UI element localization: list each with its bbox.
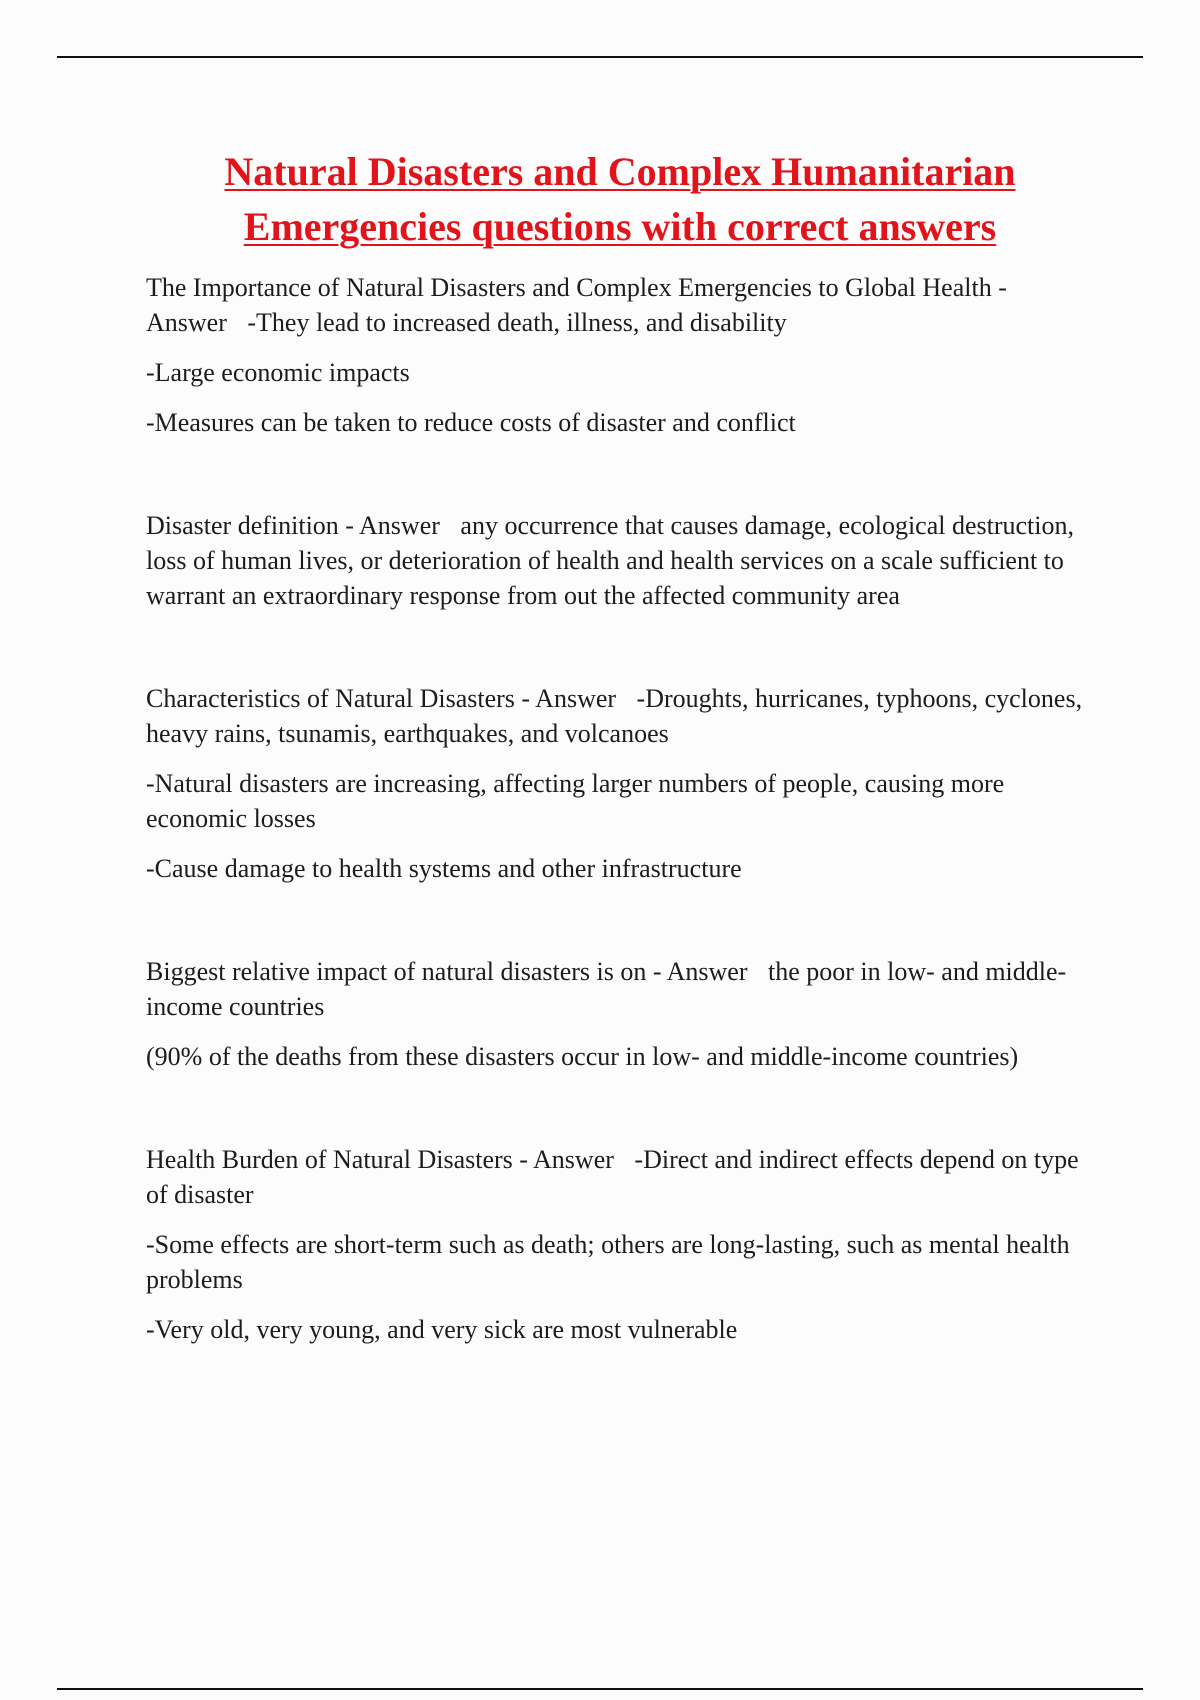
answer-label: Answer xyxy=(146,308,227,337)
qa-question-paragraph xyxy=(146,508,1094,613)
answer-extra: -Large economic impacts xyxy=(146,358,410,387)
answer-label: Answer xyxy=(535,684,617,713)
answer-text: -Droughts, hurricanes, typhoons, cyclones, heavy rains, tsunamis, earthquakes, and volcanoes xyxy=(146,684,1083,748)
qa-question-paragraph xyxy=(146,954,1094,1024)
answer-label: Answer xyxy=(666,957,748,986)
qa-question-paragraph xyxy=(146,681,1094,751)
question-text: Health Burden of Natural Disasters - xyxy=(146,1145,528,1174)
answer-text: -Direct and indirect effects depend on type of disaster xyxy=(146,1145,1079,1209)
top-rule xyxy=(57,56,1143,58)
qa-item xyxy=(146,954,1094,1074)
page-title xyxy=(60,144,1180,254)
qa-list xyxy=(146,270,1094,1415)
qa-question-paragraph xyxy=(146,270,1094,340)
answer-text: -They lead to increased death, illness, and disability xyxy=(247,308,787,337)
answer-extra: -Very old, very young, and very sick are most vulnerable xyxy=(146,1315,738,1344)
title-line-1: Natural Disasters and Complex Humanitarian xyxy=(224,149,1016,194)
qa-item xyxy=(146,681,1094,886)
qa-item xyxy=(146,508,1094,613)
title-line-2: Emergencies questions with correct answers xyxy=(243,204,997,249)
qa-question-paragraph xyxy=(146,1142,1094,1212)
answer-extra: -Cause damage to health systems and other infrastructure xyxy=(146,854,742,883)
question-text: Disaster definition - xyxy=(146,511,354,540)
qa-item xyxy=(146,1142,1094,1347)
answer-extra: -Natural disasters are increasing, affecting larger numbers of people, causing more economic losses xyxy=(146,769,1005,833)
bottom-rule xyxy=(57,1688,1143,1690)
answer-extra: -Some effects are short-term such as death; others are long-lasting, such as mental health problems xyxy=(146,1230,1070,1294)
answer-text: any occurrence that causes damage, ecological destruction, loss of human lives, or deterioration of health and health services on a scale sufficient to warrant an extraordinary response from out the affected community area xyxy=(146,511,1075,610)
answer-label: Answer xyxy=(533,1145,614,1174)
answer-text: the poor in low- and middle-income countries xyxy=(146,957,1067,1021)
qa-item xyxy=(146,270,1094,440)
question-text: Characteristics of Natural Disasters - xyxy=(146,684,531,713)
answer-extra: (90% of the deaths from these disasters occur in low- and middle-income countries) xyxy=(146,1042,1019,1071)
answer-extra: -Measures can be taken to reduce costs of disaster and conflict xyxy=(146,408,796,437)
question-text: Biggest relative impact of natural disasters is on - xyxy=(146,957,662,986)
answer-label: Answer xyxy=(359,511,440,540)
question-text: The Importance of Natural Disasters and Complex Emergencies to Global Health - xyxy=(146,273,1007,302)
